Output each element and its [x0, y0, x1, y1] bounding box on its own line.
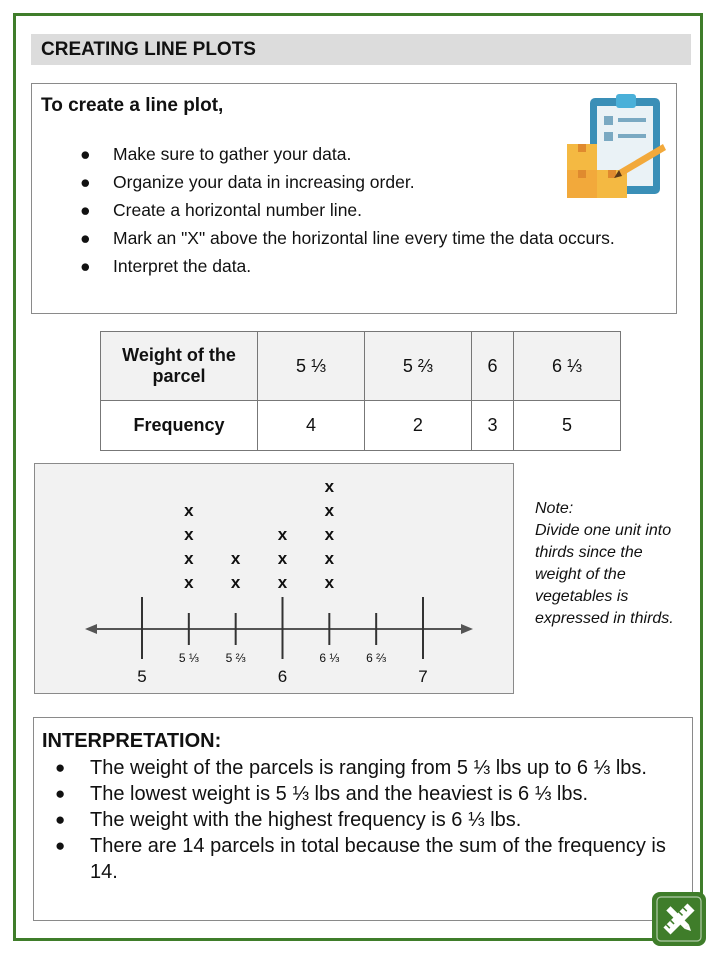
row-header: Weight of the parcel [101, 332, 258, 401]
interpretation-text: The weight with the highest frequency is 6 ⅓ lbs. [90, 809, 522, 831]
interpretation-text: The lowest weight is 5 ⅓ lbs and the heaviest is 6 ⅓ lbs. [90, 783, 589, 805]
x-mark: x [277, 549, 288, 568]
list-item [34, 755, 694, 781]
interpretation-box [33, 717, 693, 921]
table-cell: 5 ⅓ [258, 332, 365, 401]
table-cell: 5 ⅔ [364, 332, 471, 401]
x-mark: x [324, 477, 335, 496]
right-arrow-icon [461, 624, 473, 634]
x-mark: x [184, 549, 194, 568]
list-item [32, 168, 632, 196]
major-tick-label: 7 [418, 667, 428, 686]
step-text: Make sure to gather your data. [113, 144, 352, 164]
table-cell: 4 [258, 401, 365, 451]
x-mark: x [230, 573, 241, 592]
bullet-icon: ● [80, 144, 91, 164]
list-item [32, 224, 632, 252]
line-plot-svg [35, 464, 513, 693]
list-item [34, 833, 694, 885]
note-label: Note: [535, 500, 574, 517]
list-item [32, 196, 632, 224]
bullet-icon: ● [80, 256, 91, 276]
table-row [101, 401, 621, 451]
table-cell: 6 ⅓ [514, 332, 621, 401]
bullet-icon: ● [55, 784, 66, 803]
interpretation-text: There are 14 parcels in total because the sum of the frequency is 14. [90, 835, 666, 883]
table-cell: 5 [514, 401, 621, 451]
logo [652, 892, 706, 946]
bullet-icon: ● [80, 172, 91, 192]
page-title: CREATING LINE PLOTS [31, 34, 691, 65]
interpretation-text: The weight of the parcels is ranging from 5 ⅓ lbs up to 6 ⅓ lbs. [90, 757, 647, 779]
bullet-icon: ● [55, 810, 66, 829]
note-text: Divide one unit into thirds since the weight of the vegetables is expressed in thirds. [535, 522, 674, 627]
table-cell: 2 [364, 401, 471, 451]
bullet-icon: ● [80, 228, 91, 248]
step-text: Mark an "X" above the horizontal line every time the data occurs. [113, 228, 615, 248]
bullet-icon: ● [55, 758, 66, 777]
ruler-pencil-icon [652, 892, 706, 946]
left-arrow-icon [85, 624, 97, 634]
list-item [34, 781, 694, 807]
x-mark: x [324, 501, 335, 520]
row-header: Frequency [101, 401, 258, 451]
note [535, 498, 685, 630]
interpretation-list [34, 755, 694, 885]
list-item [32, 252, 632, 280]
x-mark: x [184, 573, 194, 592]
minor-tick-label: 6 ⅓ [319, 651, 340, 665]
x-mark: x [277, 573, 288, 592]
major-tick-label: 6 [277, 667, 288, 686]
x-mark: x [184, 525, 194, 544]
x-mark: x [324, 549, 335, 568]
step-text: Organize your data in increasing order. [113, 172, 415, 192]
major-tick-label: 5 [137, 667, 147, 686]
table-cell: 3 [471, 401, 513, 451]
bullet-icon: ● [55, 836, 66, 855]
frequency-table [100, 331, 621, 451]
minor-tick-label: 6 ⅔ [366, 651, 387, 665]
intro-heading: To create a line plot, [41, 95, 224, 116]
line-plot [34, 463, 514, 694]
step-text: Create a horizontal number line. [113, 200, 363, 220]
step-text: Interpret the data. [113, 256, 252, 276]
minor-tick-label: 5 ⅓ [178, 651, 199, 665]
steps-list [32, 140, 632, 280]
x-mark: x [324, 573, 335, 592]
clipboard-parcels-icon [566, 92, 670, 200]
x-mark: x [277, 525, 288, 544]
table-cell: 6 [471, 332, 513, 401]
intro-box [31, 83, 677, 314]
x-mark: x [230, 549, 241, 568]
list-item [34, 807, 694, 833]
list-item [32, 140, 632, 168]
minor-tick-label: 5 ⅔ [225, 651, 246, 665]
x-mark: x [324, 525, 335, 544]
bullet-icon: ● [80, 200, 91, 220]
interpretation-heading: INTERPRETATION: [42, 730, 222, 752]
table-row [101, 332, 621, 401]
x-mark: x [184, 501, 194, 520]
